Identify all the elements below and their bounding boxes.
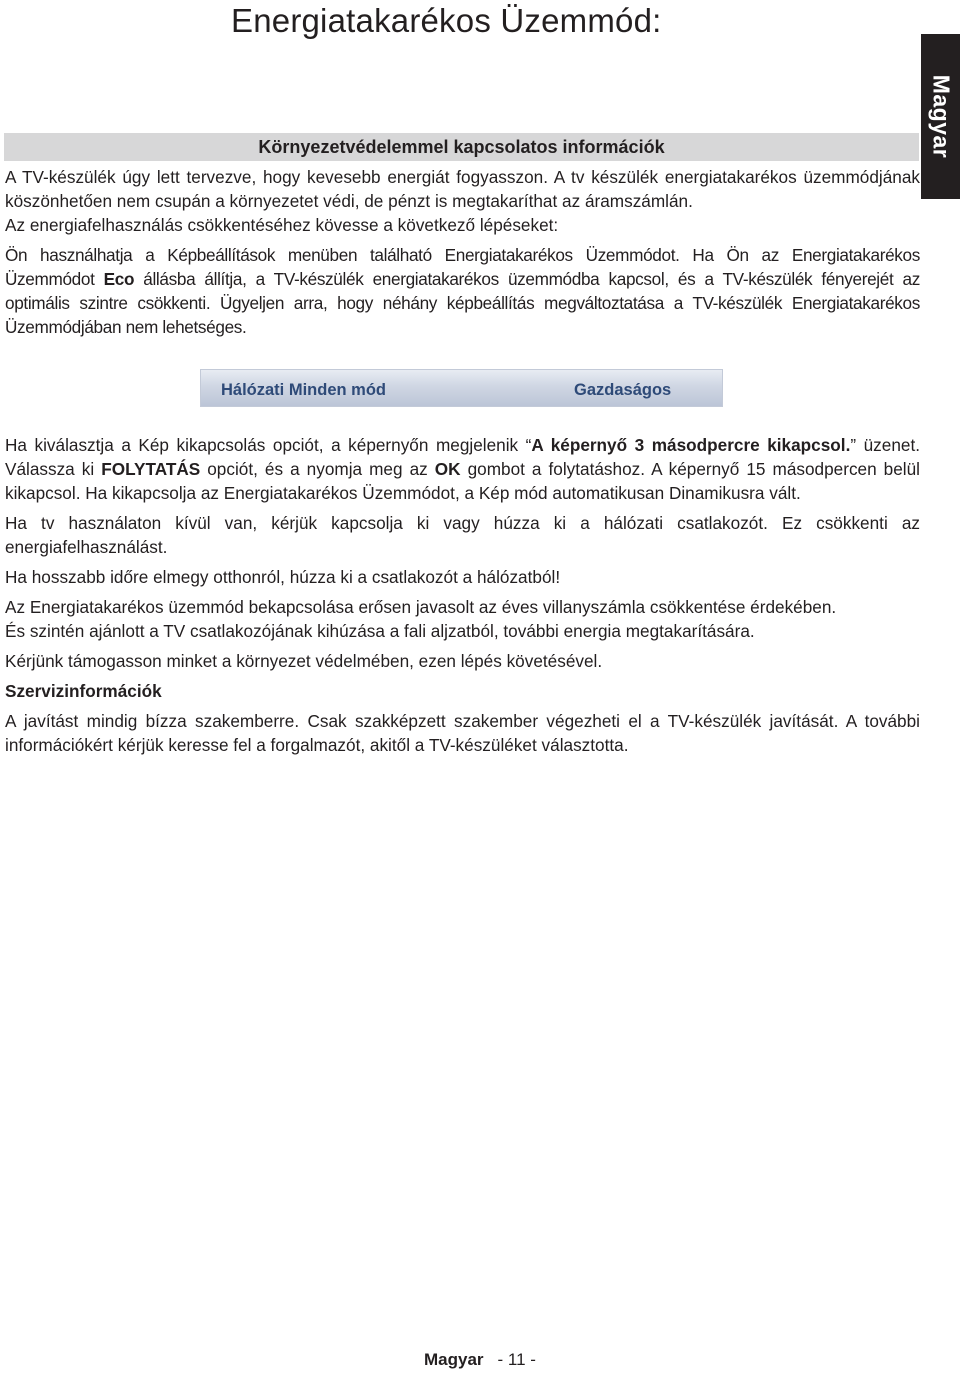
ok-keyword: OK — [434, 459, 461, 479]
paragraph-support: Kérjünk támogasson minket a környezet védelmében, ezen lépés követésével. — [5, 651, 603, 671]
menu-item-network-all-mode: Hálózati Minden mód — [221, 381, 386, 399]
paragraph-unplug: Ha tv használaton kívül van, kérjük kapcsolja ki vagy húzza ki a hálózati csatlakozót. Ez csökkenti az energiafelhasználást. — [5, 513, 920, 557]
picture-off-text-a: Ha kiválasztja a Kép kikapcsolás opciót, a képernyőn megjelenik “ — [5, 435, 532, 455]
paragraph-intro: A TV-készülék úgy lett tervezve, hogy kevesebb energiát fogyasszon. A tv készülék energiatakarékos üzemmódjának köszönhetően nem csupán a környezetet védi, de pénzt is megtakaríthat az áramszámlán. — [5, 167, 920, 211]
paragraph-intro-last-line: Az energiafelhasználás csökkentéséhez kövesse a következő lépéseket: — [5, 215, 559, 235]
paragraph-picture-off — [5, 433, 920, 505]
page-footer — [0, 1350, 960, 1370]
picture-off-text-d: gombot a folytatáshoz. A képernyő 15 másodpercen belül kikapcsol. Ha kikapcsolja az Energiatakarékos Üzemmódot, a Kép mód automatikusan Dinamikusra vált. — [5, 459, 920, 503]
page-number: - 11 - — [497, 1350, 536, 1369]
continue-keyword: FOLYTATÁS — [101, 459, 201, 479]
section-heading: Környezetvédelemmel kapcsolatos információk — [258, 136, 665, 157]
menu-screenshot-strip — [200, 369, 723, 407]
eco-text-a: Ön használhatja a Képbeállítások menüben található Energiatakarékos Üzemmódot. Ha Ön az Energiatakarékos Üzemmódot — [5, 245, 920, 289]
picture-off-message: A képernyő 3 másodpercre kikapcsol. — [531, 435, 851, 455]
eco-text-b: állásba állítja, a TV-készülék energiatakarékos üzemmódba kapcsol, és a TV-készülék fényerejét az optimális szintre csökkenti. Ügyeljen arra, hogy néhány képbeállítás megváltoztatása a TV-készülék Energiatakarékos Üzemmódjában nem lehetséges. — [5, 269, 920, 337]
eco-keyword: Eco — [103, 269, 135, 289]
menu-item-economy: Gazdaságos — [574, 381, 672, 399]
paragraph-service: A javítást mindig bízza szakemberre. Csak szakképzett szakember végezheti el a TV-készülék javítását. A további információkért kérjük keresse fel a forgalmazót, akitől a TV-készüléket választotta. — [5, 711, 920, 755]
picture-off-text-b: ” üzenet. Válassza ki — [5, 435, 920, 479]
paragraph-recommendation-line1: Az Energiatakarékos üzemmód bekapcsolása erősen javasolt az éves villanyszámla csökkentése érdekében. — [5, 597, 837, 617]
document-body — [5, 165, 920, 757]
paragraph-recommendation-line2: És szintén ajánlott a TV csatlakozójának kihúzása a fali aljzatból, további energia megtakarítására. — [5, 621, 755, 641]
paragraph-eco-mode — [5, 243, 920, 339]
picture-off-text-c: opciót, és a nyomja meg az — [200, 459, 435, 479]
service-heading: Szervizinformációk — [5, 681, 162, 701]
language-side-tab — [921, 34, 960, 199]
side-tab-label: Magyar — [928, 74, 955, 159]
footer-language: Magyar — [424, 1350, 484, 1369]
section-heading-bar — [4, 133, 919, 161]
paragraph-away-from-home: Ha hosszabb időre elmegy otthonról, húzza ki a csatlakozót a hálózatból! — [5, 567, 561, 587]
page-title: Energiatakarékos Üzemmód: — [231, 2, 662, 39]
